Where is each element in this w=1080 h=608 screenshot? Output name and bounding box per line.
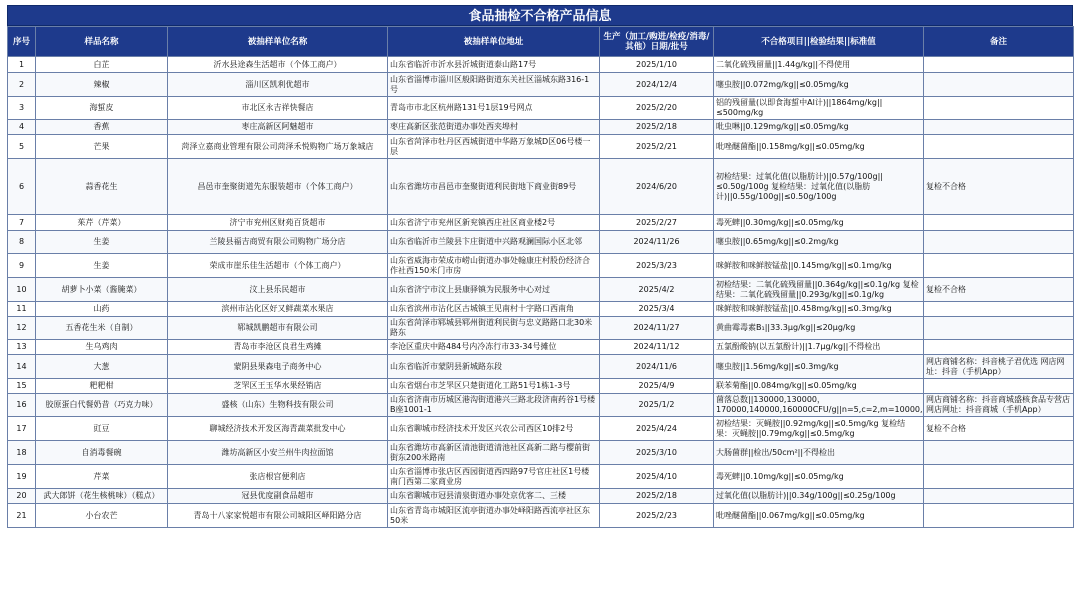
cell-unit: 蒙阴县果森电子商务中心 <box>168 355 388 379</box>
cell-sample: 大葱 <box>36 355 168 379</box>
cell-note <box>924 254 1074 278</box>
cell-date: 2025/4/2 <box>600 278 714 302</box>
table-row <box>8 159 1074 215</box>
table-row <box>8 417 1074 441</box>
cell-no: 17 <box>8 417 36 441</box>
cell-sample: 白芷 <box>36 57 168 73</box>
cell-items: 初检结果：过氧化值(以脂肪计)||0.57g/100g||≤0.50g/100g 复检结果：过氧化值(以脂肪计)||0.55g/100g||≤0.50g/100g <box>714 159 924 215</box>
cell-note: 复检不合格 <box>924 417 1074 441</box>
cell-sample: 海蜇皮 <box>36 97 168 120</box>
cell-sample: 自消毒餐碗 <box>36 441 168 465</box>
cell-unit: 汶上县乐民超市 <box>168 278 388 302</box>
cell-sample: 胡萝卜小菜（酱腌菜） <box>36 278 168 302</box>
cell-note <box>924 97 1074 120</box>
cell-sample: 生姜 <box>36 231 168 254</box>
cell-note: 复检不合格 <box>924 159 1074 215</box>
cell-address: 山东省临沂市沂水县沂城街道泰山路17号 <box>388 57 600 73</box>
cell-address: 山东省烟台市芝罘区只楚街道化工路51号1栋1-3号 <box>388 379 600 394</box>
table-row <box>8 215 1074 231</box>
cell-note: 网店商铺名称：抖音桃子君优选 网店网址：抖音（手机App） <box>924 355 1074 379</box>
cell-unit: 济宁市兖州区财苑百货超市 <box>168 215 388 231</box>
cell-date: 2024/11/27 <box>600 317 714 340</box>
cell-address: 山东省菏泽市牡丹区西城街道中华路万象城D区06号楼一层 <box>388 135 600 159</box>
cell-note: 复检不合格 <box>924 278 1074 302</box>
cell-no: 21 <box>8 504 36 528</box>
cell-note <box>924 120 1074 135</box>
inspection-sheet <box>7 5 1073 528</box>
cell-note <box>924 302 1074 317</box>
cell-no: 13 <box>8 340 36 355</box>
cell-note <box>924 73 1074 97</box>
cell-items: 毒死蜱||0.30mg/kg||≤0.05mg/kg <box>714 215 924 231</box>
cell-unit: 昌邑市奎聚街道先东服装超市（个体工商户） <box>168 159 388 215</box>
cell-unit: 郓城凯鹏超市有限公司 <box>168 317 388 340</box>
cell-address: 山东省淄博市张店区西园街道西四路97号官庄社区1号楼南门西第二家商业房 <box>388 465 600 489</box>
cell-sample: 香蕉 <box>36 120 168 135</box>
cell-no: 6 <box>8 159 36 215</box>
cell-sample: 山药 <box>36 302 168 317</box>
cell-address: 山东省菏泽市郓城县郓州街道利民街与忠义路路口北30米路东 <box>388 317 600 340</box>
cell-items: 初检结果：二氧化硫残留量||0.364g/kg||≤0.1g/kg 复检结果：二氧化硫残留量||0.293g/kg||≤0.1g/kg <box>714 278 924 302</box>
cell-no: 11 <box>8 302 36 317</box>
cell-unit: 张店根宫便利店 <box>168 465 388 489</box>
cell-date: 2025/2/18 <box>600 120 714 135</box>
cell-address: 山东省济南市历城区港沟街道港兴三路北段济南药谷1号楼B座1001-1 <box>388 394 600 417</box>
table-row <box>8 278 1074 302</box>
cell-address: 山东省淄博市淄川区般阳路街道东关社区淄城东路316-1号 <box>388 73 600 97</box>
cell-no: 4 <box>8 120 36 135</box>
cell-items: 联苯菊酯||0.084mg/kg||≤0.05mg/kg <box>714 379 924 394</box>
cell-note <box>924 489 1074 504</box>
table-row <box>8 73 1074 97</box>
cell-no: 15 <box>8 379 36 394</box>
table-row <box>8 394 1074 417</box>
cell-no: 19 <box>8 465 36 489</box>
cell-no: 16 <box>8 394 36 417</box>
table-row <box>8 441 1074 465</box>
cell-unit: 盛核（山东）生物科技有限公司 <box>168 394 388 417</box>
cell-note <box>924 465 1074 489</box>
cell-address: 山东省威海市荣成市崂山街道办事处翰康庄村股份经济合作社西150米门市房 <box>388 254 600 278</box>
cell-items: 噻虫胺||0.65mg/kg||≤0.2mg/kg <box>714 231 924 254</box>
cell-address: 山东省青岛市城阳区流亭街道办事处峄阳路西流亭社区东50米 <box>388 504 600 528</box>
cell-items: 二氧化硫残留量||1.44g/kg||不得使用 <box>714 57 924 73</box>
cell-date: 2025/4/10 <box>600 465 714 489</box>
cell-note <box>924 231 1074 254</box>
sheet-title: 食品抽检不合格产品信息 <box>7 5 1073 26</box>
cell-items: 毒死蜱||0.10mg/kg||≤0.05mg/kg <box>714 465 924 489</box>
cell-address: 李沧区重庆中路484号内冷冻行市33-34号摊位 <box>388 340 600 355</box>
cell-date: 2025/2/23 <box>600 504 714 528</box>
cell-items: 五氯酚酸钠(以五氯酚计)||1.7μg/kg||不得检出 <box>714 340 924 355</box>
cell-unit: 市北区永吉祥快餐店 <box>168 97 388 120</box>
cell-unit: 潍坊高新区小安兰州牛肉拉面馆 <box>168 441 388 465</box>
cell-items: 吡唑醚菌酯||0.158mg/kg||≤0.05mg/kg <box>714 135 924 159</box>
cell-unit: 沂水县途森生活超市（个体工商户） <box>168 57 388 73</box>
header-cell-date: 生产（加工/购进/检疫/消毒/其他）日期/批号 <box>600 27 714 57</box>
header-cell-unit: 被抽样单位名称 <box>168 27 388 57</box>
cell-sample: 豇豆 <box>36 417 168 441</box>
cell-unit: 兰陵县福吉商贸有限公司购物广场分店 <box>168 231 388 254</box>
cell-sample: 蒜香花生 <box>36 159 168 215</box>
cell-sample: 芹菜 <box>36 465 168 489</box>
table-row <box>8 97 1074 120</box>
cell-no: 10 <box>8 278 36 302</box>
header-row <box>8 27 1074 57</box>
cell-sample: 粑粑柑 <box>36 379 168 394</box>
table-row <box>8 379 1074 394</box>
cell-note <box>924 504 1074 528</box>
cell-address: 青岛市市北区杭州路131号1层19号网点 <box>388 97 600 120</box>
cell-unit: 聊城经济技术开发区海青蔬菜批发中心 <box>168 417 388 441</box>
cell-address: 山东省潍坊市昌邑市奎聚街道利民街地下商业街89号 <box>388 159 600 215</box>
cell-no: 8 <box>8 231 36 254</box>
cell-items: 咪鲜胺和咪鲜胺锰盐||0.145mg/kg||≤0.1mg/kg <box>714 254 924 278</box>
cell-unit: 青岛十八家家悦超市有限公司城阳区峄阳路分店 <box>168 504 388 528</box>
cell-no: 18 <box>8 441 36 465</box>
cell-unit: 菏泽立嘉商业管理有限公司菏泽禾悦购物广场万象城店 <box>168 135 388 159</box>
inspection-table <box>7 26 1074 528</box>
cell-items: 咪鲜胺和咪鲜胺锰盐||0.458mg/kg||≤0.3mg/kg <box>714 302 924 317</box>
cell-items: 吡唑醚菌酯||0.067mg/kg||≤0.05mg/kg <box>714 504 924 528</box>
cell-sample: 生姜 <box>36 254 168 278</box>
cell-date: 2024/11/26 <box>600 231 714 254</box>
cell-date: 2024/6/20 <box>600 159 714 215</box>
cell-address: 山东省聊城市经济技术开发区兴农公司西区10排2号 <box>388 417 600 441</box>
cell-address: 山东省聊城市冠县清泉街道办事处京优客二、三楼 <box>388 489 600 504</box>
cell-sample: 小台农芒 <box>36 504 168 528</box>
table-row <box>8 120 1074 135</box>
cell-date: 2025/3/23 <box>600 254 714 278</box>
cell-no: 1 <box>8 57 36 73</box>
cell-no: 5 <box>8 135 36 159</box>
cell-no: 9 <box>8 254 36 278</box>
table-row <box>8 57 1074 73</box>
header-cell-address: 被抽样单位地址 <box>388 27 600 57</box>
header-cell-sample: 样品名称 <box>36 27 168 57</box>
cell-no: 7 <box>8 215 36 231</box>
cell-items: 菌落总数||130000,130000，170000,140000,160000CFU/g||n=5,c=2,m=10000, <box>714 394 924 417</box>
cell-unit: 青岛市李沧区良君生鸡摊 <box>168 340 388 355</box>
cell-sample: 辣椒 <box>36 73 168 97</box>
cell-address: 山东省临沂市兰陵县卞庄街道中兴路观澜国际小区北邻 <box>388 231 600 254</box>
cell-note <box>924 441 1074 465</box>
table-row <box>8 489 1074 504</box>
cell-sample: 茱芹（芹菜） <box>36 215 168 231</box>
cell-date: 2025/2/27 <box>600 215 714 231</box>
cell-note: 网店商铺名称：抖音商城盛核食品专营店 网店网址：抖音商城（手机App） <box>924 394 1074 417</box>
cell-no: 20 <box>8 489 36 504</box>
cell-no: 2 <box>8 73 36 97</box>
cell-items: 过氧化值(以脂肪计)||0.34g/100g||≤0.25g/100g <box>714 489 924 504</box>
cell-items: 噻虫胺||0.072mg/kg||≤0.05mg/kg <box>714 73 924 97</box>
header-cell-no: 序号 <box>8 27 36 57</box>
table-row <box>8 135 1074 159</box>
cell-unit: 冠县优度副食品超市 <box>168 489 388 504</box>
cell-date: 2024/11/12 <box>600 340 714 355</box>
cell-items: 铝的残留量(以即食海蜇中Al计)||1864mg/kg||≤500mg/kg <box>714 97 924 120</box>
cell-address: 山东省滨州市沾化区古城镇王见南村十字路口西南角 <box>388 302 600 317</box>
cell-note <box>924 215 1074 231</box>
cell-date: 2025/1/2 <box>600 394 714 417</box>
cell-note <box>924 135 1074 159</box>
cell-no: 3 <box>8 97 36 120</box>
cell-note <box>924 57 1074 73</box>
cell-date: 2025/2/18 <box>600 489 714 504</box>
cell-sample: 生乌鸡肉 <box>36 340 168 355</box>
cell-items: 噻虫胺||1.56mg/kg||≤0.3mg/kg <box>714 355 924 379</box>
cell-address: 枣庄高新区张范街道办事处西夹埠村 <box>388 120 600 135</box>
cell-date: 2025/2/21 <box>600 135 714 159</box>
cell-items: 吡虫啉||0.129mg/kg||≤0.05mg/kg <box>714 120 924 135</box>
table-row <box>8 302 1074 317</box>
cell-note <box>924 379 1074 394</box>
table-row <box>8 231 1074 254</box>
cell-note <box>924 317 1074 340</box>
table-row <box>8 317 1074 340</box>
cell-items: 初检结果：灭蝇胺||0.92mg/kg||≤0.5mg/kg 复检结果：灭蝇胺||0.79mg/kg||≤0.5mg/kg <box>714 417 924 441</box>
cell-unit: 荣成市崖乐佳生活超市（个体工商户） <box>168 254 388 278</box>
table-row <box>8 504 1074 528</box>
table-row <box>8 340 1074 355</box>
cell-sample: 武大郎饼（花生核桃味）（糕点） <box>36 489 168 504</box>
cell-no: 12 <box>8 317 36 340</box>
header-cell-items: 不合格项目||检验结果||标准值 <box>714 27 924 57</box>
table-row <box>8 465 1074 489</box>
cell-address: 山东省济宁市兖州区新兖镇西庄社区商业楼2号 <box>388 215 600 231</box>
header-cell-note: 备注 <box>924 27 1074 57</box>
table-row <box>8 355 1074 379</box>
cell-date: 2025/3/4 <box>600 302 714 317</box>
cell-unit: 滨州市沾化区好又鲜蔬菜水果店 <box>168 302 388 317</box>
cell-address: 山东省临沂市蒙阴县新城路东段 <box>388 355 600 379</box>
cell-sample: 胶原蛋白代餐奶昔（巧克力味） <box>36 394 168 417</box>
cell-date: 2025/3/10 <box>600 441 714 465</box>
cell-unit: 枣庄高新区阿魅超市 <box>168 120 388 135</box>
cell-date: 2025/2/20 <box>600 97 714 120</box>
cell-address: 山东省潍坊市高新区清池街道清池社区高新二路与樱前街街东200米路南 <box>388 441 600 465</box>
cell-date: 2024/11/6 <box>600 355 714 379</box>
table-row <box>8 254 1074 278</box>
cell-date: 2024/12/4 <box>600 73 714 97</box>
cell-items: 大肠菌群||检出/50cm²||不得检出 <box>714 441 924 465</box>
cell-no: 14 <box>8 355 36 379</box>
cell-unit: 淄川区凯利优超市 <box>168 73 388 97</box>
cell-note <box>924 340 1074 355</box>
cell-date: 2025/1/10 <box>600 57 714 73</box>
cell-date: 2025/4/9 <box>600 379 714 394</box>
cell-items: 黄曲霉毒素B₁||33.3μg/kg||≤20μg/kg <box>714 317 924 340</box>
cell-sample: 五香花生米（自制） <box>36 317 168 340</box>
cell-unit: 芝罘区王玉华水果经销店 <box>168 379 388 394</box>
cell-address: 山东省济宁市汶上县康驿镇为民服务中心对过 <box>388 278 600 302</box>
cell-date: 2025/4/24 <box>600 417 714 441</box>
cell-sample: 芒果 <box>36 135 168 159</box>
